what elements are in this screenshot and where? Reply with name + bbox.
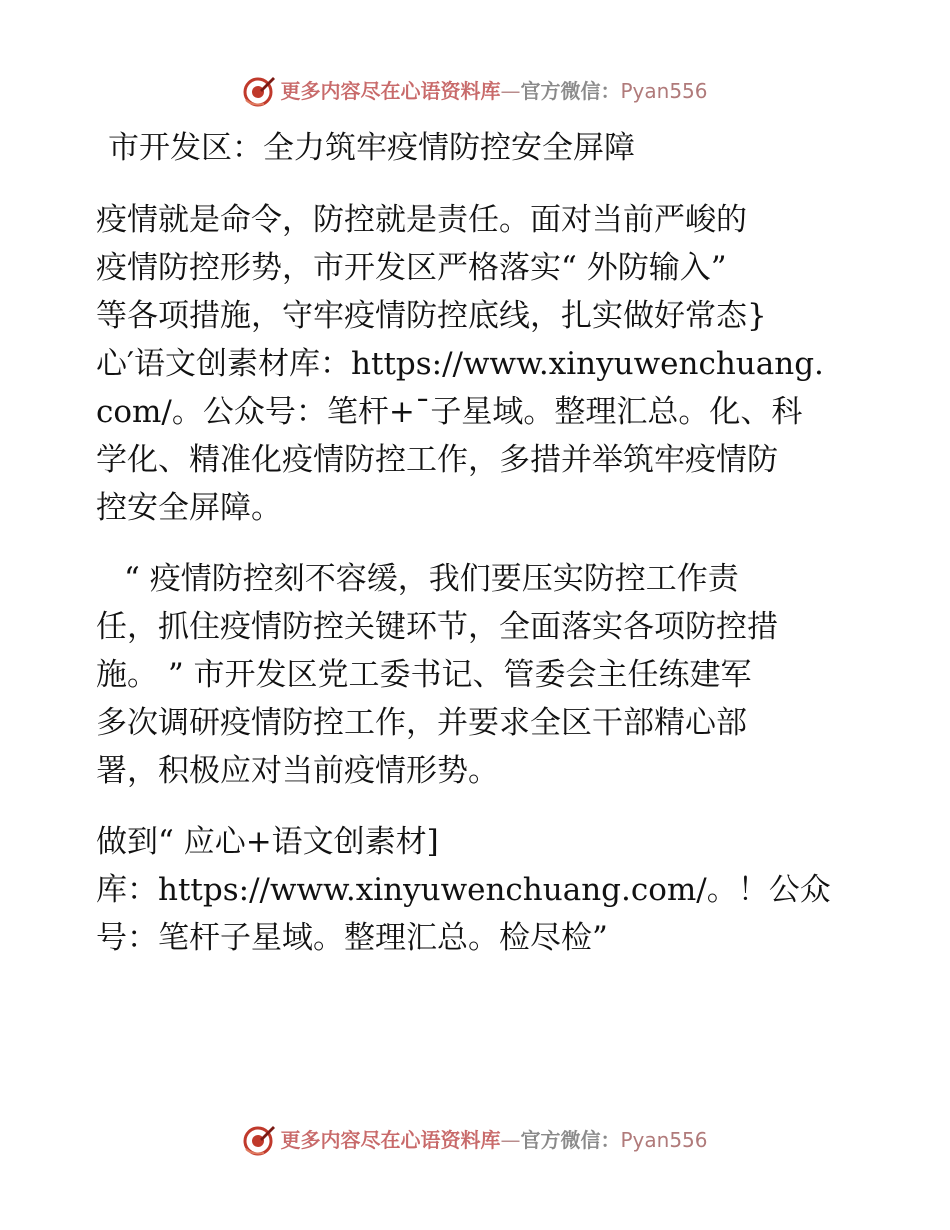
header-lead: 更多内容尽在心语资料库	[280, 79, 501, 103]
paragraph-line: 施。 ” 市开发区党工委书记、管委会主任练建军	[96, 657, 752, 693]
footer-lead: 更多内容尽在心语资料库	[280, 1128, 501, 1152]
document-title: 市开发区：全力筑牢疫情防控安全屏障	[108, 130, 635, 166]
paragraph-line: 学化、精准化疫情防控工作，多措并举筑牢疫情防	[96, 442, 778, 478]
paragraph-line: com/。公众号：笔杆+¯子星域。整理汇总。化、科	[96, 394, 803, 430]
footer-banner-text	[280, 1123, 707, 1157]
paragraph-line: 做到“ 应心+语文创素材]	[96, 824, 439, 860]
paragraph-line: 任，抓住疫情防控关键环节，全面落实各项防控措	[96, 609, 778, 645]
paragraph-line: 多次调研疫情防控工作，并要求全区干部精心部	[96, 705, 747, 741]
header-wechat-label: 官方微信：	[520, 79, 621, 103]
pen-badge-icon	[242, 74, 276, 108]
footer-banner	[0, 1120, 950, 1160]
paragraph-line: 疫情就是命令，防控就是责任。面对当前严峻的	[96, 202, 747, 238]
paragraph-line: 心′语文创素材库：https://www.xinyuwenchuang.	[96, 346, 824, 382]
footer-dash: —	[500, 1128, 521, 1152]
paragraph-line: 疫情防控形势，市开发区严格落实“ 外防输入”	[96, 250, 727, 286]
header-banner	[0, 71, 950, 111]
paragraph-1	[96, 196, 856, 532]
paragraph-2	[96, 555, 856, 795]
header-banner-text	[280, 74, 707, 108]
paragraph-line: 号：笔杆子星域。整理汇总。检尽检”	[96, 920, 608, 956]
paragraph-line: 署，积极应对当前疫情形势。	[96, 753, 499, 789]
paragraph-3	[96, 818, 856, 962]
header-wechat-id: Pyan556	[620, 79, 708, 103]
paragraph-line: 库：https://www.xinyuwenchuang.com/。！公众	[96, 872, 831, 908]
header-dash: —	[500, 79, 521, 103]
pen-badge-icon	[242, 1123, 276, 1157]
document-body	[96, 126, 856, 985]
paragraph-line: 控安全屏障。	[96, 490, 282, 526]
footer-wechat-label: 官方微信：	[520, 1128, 621, 1152]
paragraph-line: “ 疫情防控刻不容缓，我们要压实防控工作责	[124, 561, 739, 597]
footer-wechat-id: Pyan556	[620, 1128, 708, 1152]
paragraph-line: 等各项措施，守牢疫情防控底线，扎实做好常态}	[96, 298, 767, 334]
